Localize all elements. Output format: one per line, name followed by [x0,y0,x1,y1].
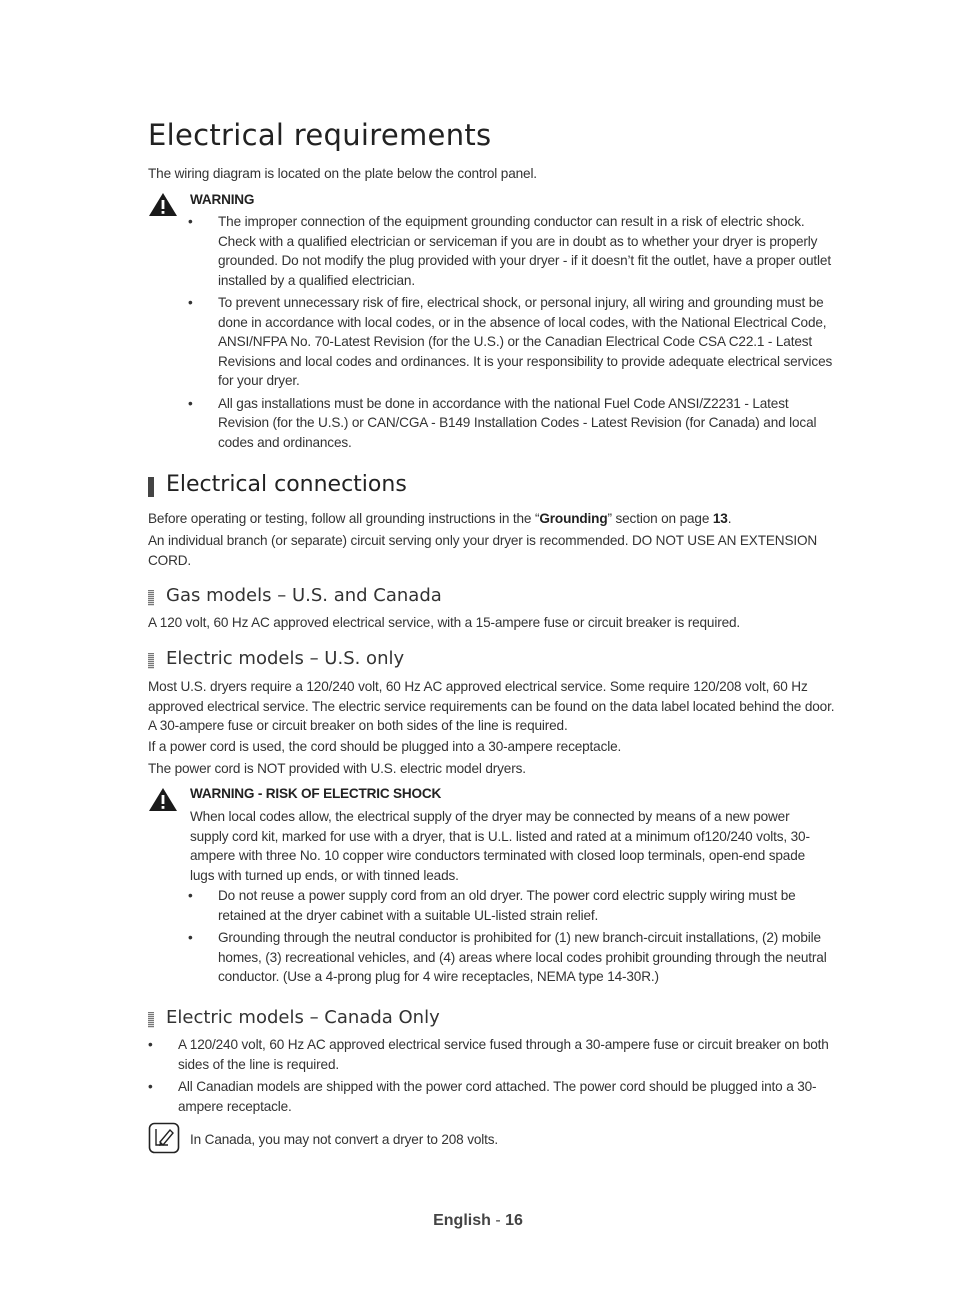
list-item: • To prevent unnecessary risk of fire, electrical shock, or personal injury, all wiring and grounding must be done in accordance with local codes, or in the absence of local codes, with the National Electrical Code, ANSI/NFPA No. 70-Latest Revision (for the U.S.) or the Canadian Electrical Code CSA C22.1 - Latest Revisions and local codes and ordinances. It is your responsibility to provide adequate electrical services for your dryer. [188,295,833,388]
warning-shock-text: When local codes allow, the electrical supply of the dryer may be connected by means of a new power supply cord kit, marked for use with a dryer, that is U.L. listed and rated at a minimum of120/240 volts, 30-ampere with three No. 10 copper wire conductors terminated with closed loop terminals, open-end spade lugs with turned up ends, or with tinned leads. [190,809,810,883]
warning-shock-list [188,886,838,990]
subsection-heading-electric-us: Electric models – U.S. only [166,648,405,669]
section-heading-connections: Electrical connections [166,472,407,497]
subsection-heading-electric-canada: Electric models – Canada Only [166,1007,440,1028]
electric-us-paragraph-1: Most U.S. dryers require a 120/240 volt, 60 Hz AC approved electrical service. Some require 120/208 volt, 60 Hz approved electrical service. The electric service requirements can be found on the data label located behind the door. A 30-ampere fuse or circuit breaker on both sides of the line is required. [148,679,835,733]
list-item: • The improper connection of the equipment grounding conductor can result in a risk of electric shock. Check with a qualified electrician or serviceman if you are in doubt as to whether your dryer is properly grounded. Do not modify the plug provided with your dryer - if it doesn’t fit the outlet, have a proper outlet installed by a qualified electrician. [188,214,831,288]
warning-list [188,212,838,455]
list-item: • All Canadian models are shipped with the power cord attached. The power cord should be plugged into a 30-ampere receptacle. [148,1079,817,1114]
canada-list [148,1035,838,1119]
page-title: Electrical requirements [148,118,492,152]
page-footer: English - 16 [433,1212,523,1229]
gas-text: A 120 volt, 60 Hz AC approved electrical service, with a 15-ampere fuse or circuit breaker is required. [148,615,741,630]
warning-triangle-icon [148,787,178,812]
subsection-heading-gas: Gas models – U.S. and Canada [166,585,442,606]
list-item: • All gas installations must be done in accordance with the national Fuel Code ANSI/Z2231 - Latest Revision (for the U.S.) or CAN/CGA - B149 Installation Codes - Latest Revision (for Canada) and local codes and ordinances. [188,395,817,450]
warning-triangle-icon [148,192,178,217]
warning-heading: WARNING [190,192,255,207]
subsection-marker [148,590,154,606]
electric-us-paragraph-2: If a power cord is used, the cord should be plugged into a 30-ampere receptacle. [148,739,622,754]
list-item: • Do not reuse a power supply cord from an old dryer. The power cord electric supply wiring must be retained at the dryer cabinet with a suitable UL-listed strain relief. [188,888,796,923]
subsection-marker [148,653,154,669]
intro-text: The wiring diagram is located on the plate below the control panel. [148,166,537,181]
electric-us-paragraph-3: The power cord is NOT provided with U.S. electric model dryers. [148,761,526,776]
warning-heading: WARNING - RISK OF ELECTRIC SHOCK [190,786,442,801]
canada-note: In Canada, you may not convert a dryer to 208 volts. [190,1132,499,1147]
subsection-marker [148,1012,154,1028]
list-item: • A 120/240 volt, 60 Hz AC approved electrical service fused through a 30-ampere fuse or circuit breaker on both sides of the line is required. [148,1037,829,1072]
connections-paragraph-2: An individual branch (or separate) circuit serving only your dryer is recommended. DO NOT USE AN EXTENSION CORD. [148,533,818,568]
note-pencil-icon [148,1122,180,1154]
list-item: • Grounding through the neutral conductor is prohibited for (1) new branch-circuit installations, (2) mobile homes, (3) recreational vehicles, and (4) areas where local codes prohibit grounding through the neutral conductor. (Use a 4-prong plug for 4 wire receptacles, NEMA type 14-30R.) [188,930,827,984]
section-marker [148,477,154,497]
connections-paragraph-1: Before operating or testing, follow all grounding instructions in the “Grounding” section on page 13. [148,511,732,526]
